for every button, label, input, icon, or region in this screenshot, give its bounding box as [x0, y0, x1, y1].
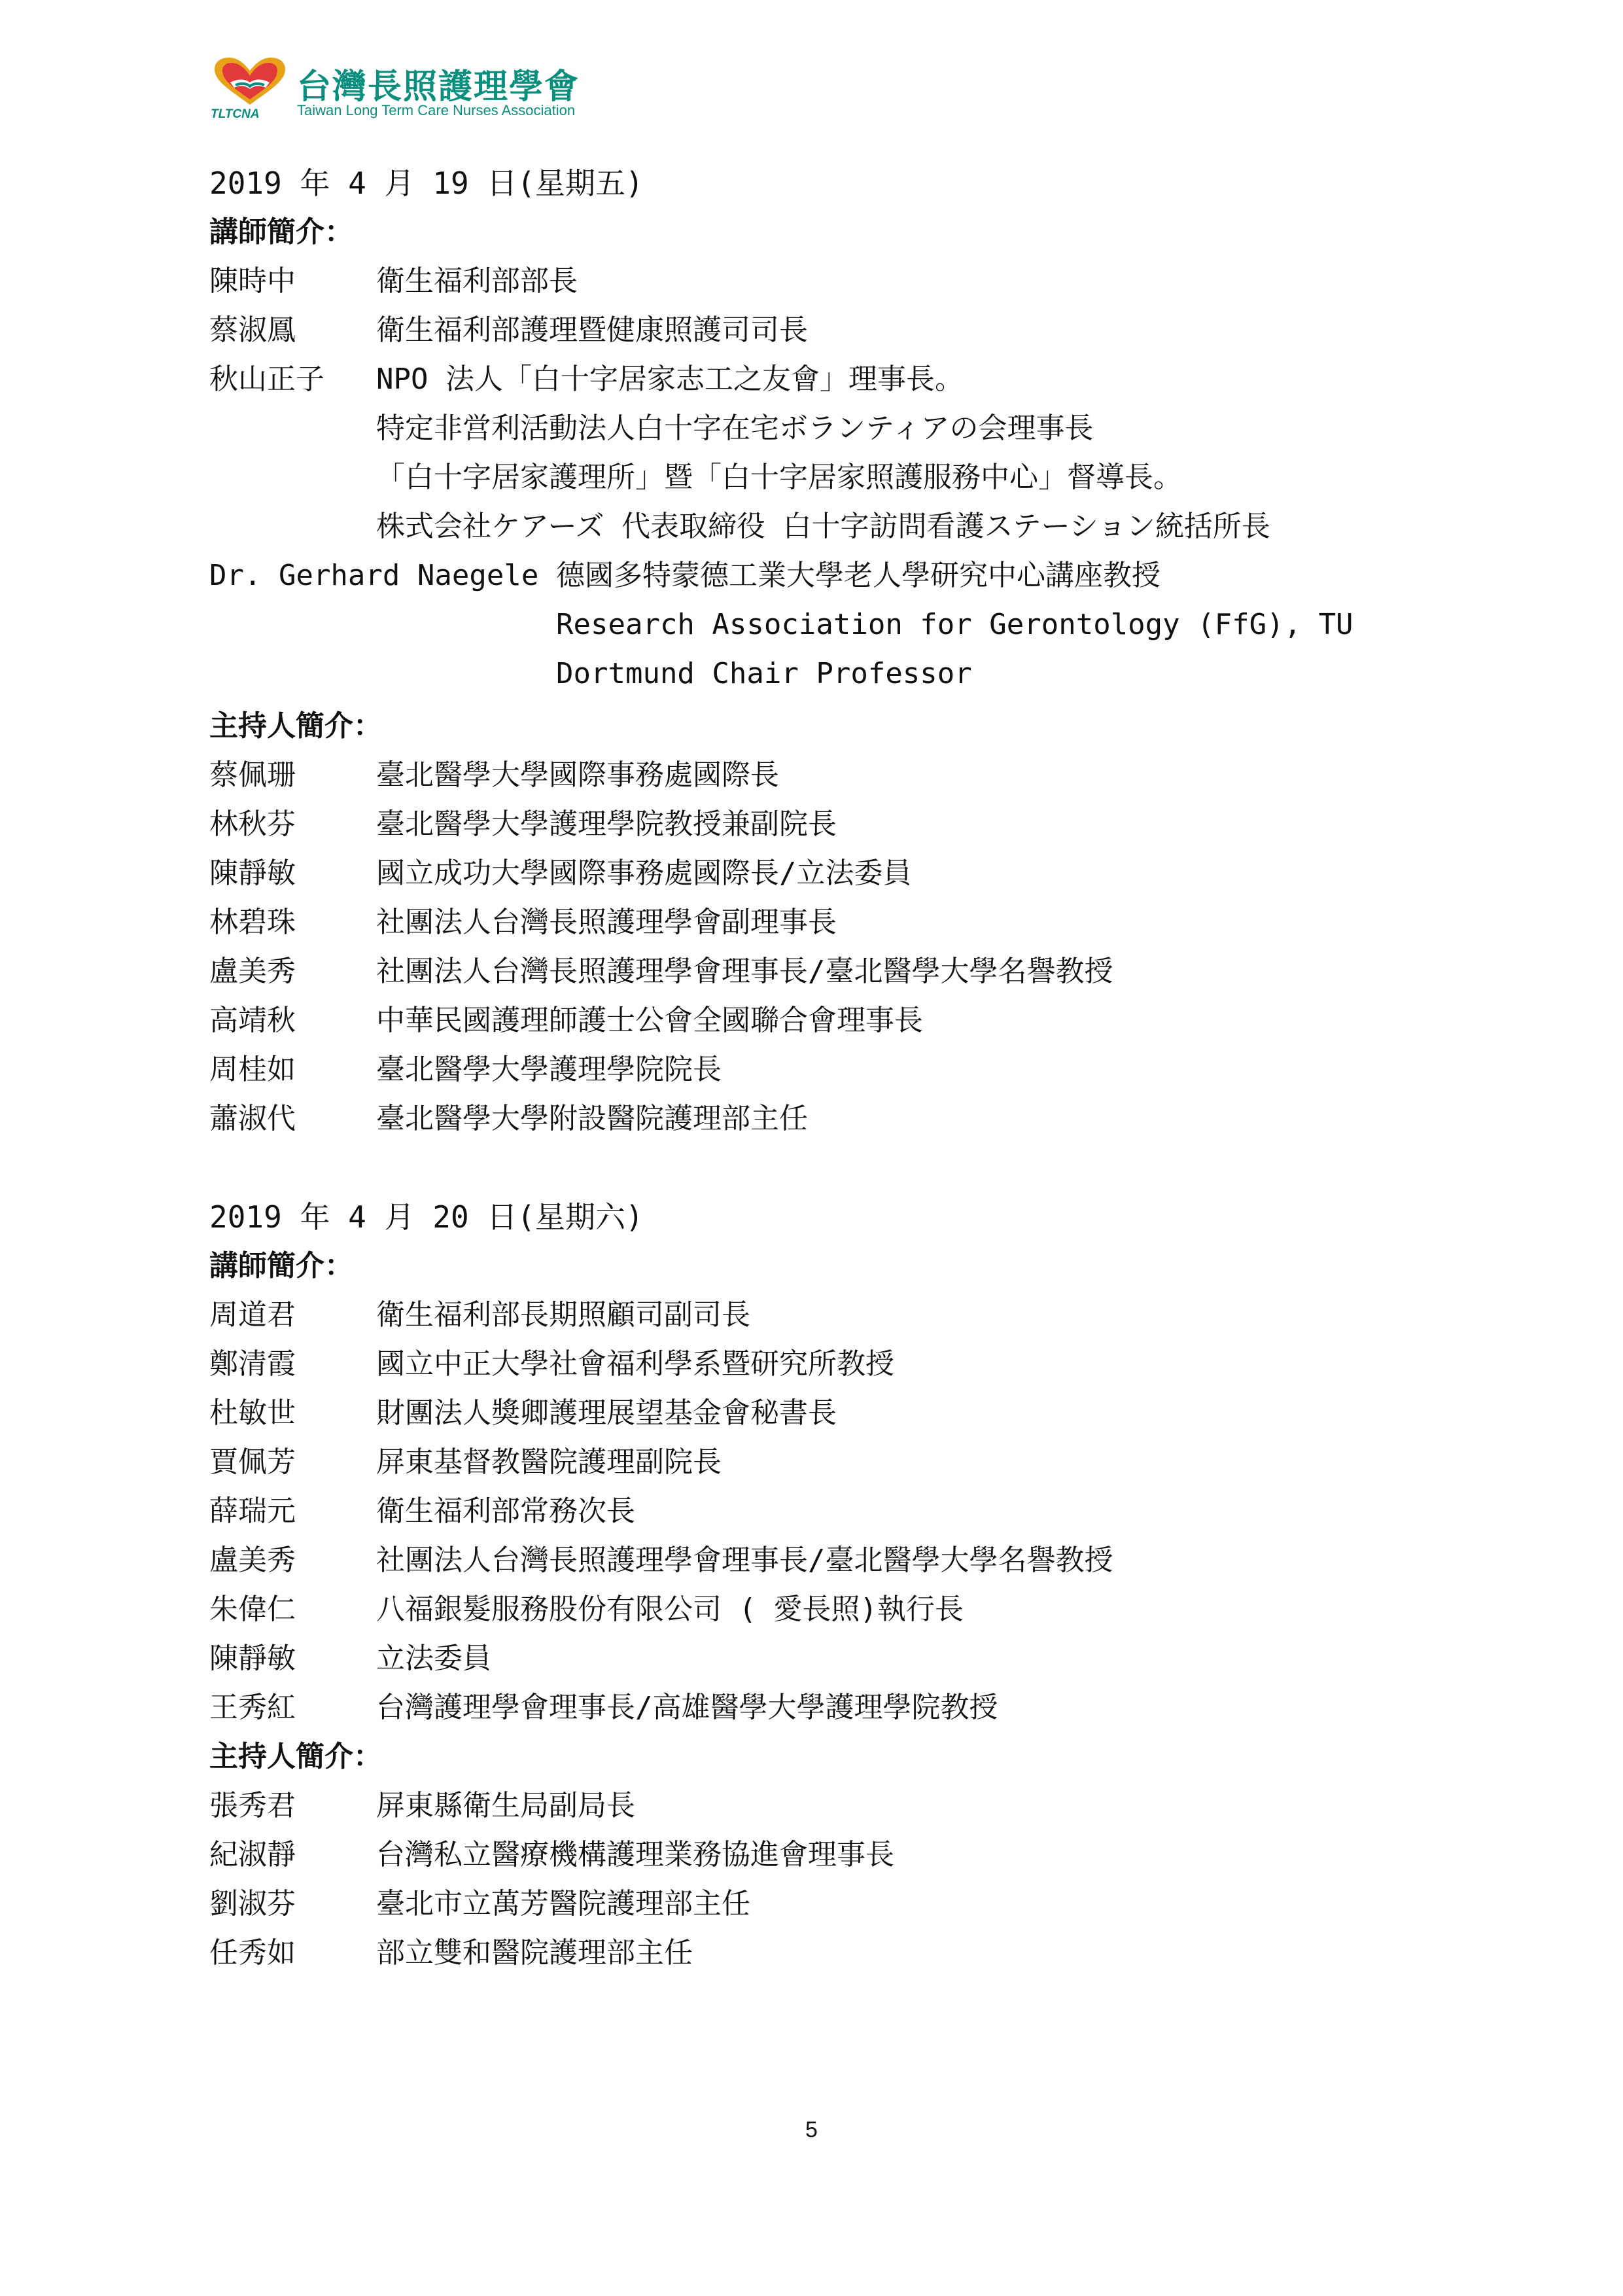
host-title: 台灣私立醫療機構護理業務協進會理事長 — [376, 1838, 894, 1871]
speaker-name: 賈佩芳 — [209, 1445, 296, 1479]
speaker-name: 王秀紅 — [209, 1691, 296, 1724]
speaker-name: 杜敏世 — [209, 1396, 296, 1430]
speaker-title: Research Association for Gerontology (FfG), TU — [556, 608, 1353, 641]
speaker-title: 國立中正大學社會福利學系暨研究所教授 — [376, 1347, 894, 1381]
host-title: 臺北醫學大學護理學院教授兼副院長 — [376, 807, 837, 841]
org-abbr: TLTCNA — [211, 107, 260, 121]
host-title: 臺北醫學大學護理學院院長 — [376, 1053, 722, 1086]
host-name: 陳靜敏 — [209, 857, 296, 890]
speaker-name: 蔡淑鳳 — [209, 313, 296, 347]
host-name: 林秋芬 — [209, 807, 296, 841]
org-name-en: Taiwan Long Term Care Nurses Association — [297, 102, 576, 118]
host-name: 高靖秋 — [209, 1004, 296, 1037]
speaker-title: 衛生福利部護理暨健康照護司司長 — [376, 313, 808, 347]
host-title: 社團法人台灣長照護理學會理事長/臺北醫學大學名譽教授 — [376, 955, 1113, 988]
speaker-title: 財團法人獎卿護理展望基金會秘書長 — [376, 1396, 837, 1430]
host-name: 劉淑芬 — [209, 1887, 296, 1920]
speaker-title: 德國多特蒙德工業大學老人學研究中心講座教授 — [556, 559, 1161, 592]
host-name: 紀淑靜 — [209, 1838, 296, 1871]
host-title: 中華民國護理師護士公會全國聯合會理事長 — [376, 1004, 923, 1037]
speaker-name: 薛瑞元 — [209, 1494, 296, 1528]
speaker-title: 衛生福利部長期照顧司副司長 — [376, 1298, 750, 1332]
speaker-name: 鄭清霞 — [209, 1347, 296, 1381]
speaker-title: 屏東基督教醫院護理副院長 — [376, 1445, 722, 1479]
host-title: 臺北市立萬芳醫院護理部主任 — [376, 1887, 750, 1920]
speaker-title: NPO 法人「白十字居家志工之友會」理事長。 — [376, 362, 964, 396]
host-title: 國立成功大學國際事務處國際長/立法委員 — [376, 857, 912, 890]
speaker-title: Dortmund Chair Professor — [556, 657, 972, 690]
speaker-name: Dr. Gerhard Naegele — [209, 559, 539, 592]
day2-speakers-heading: 講師簡介： — [209, 1249, 353, 1282]
host-name: 張秀君 — [209, 1789, 296, 1822]
speaker-name: 秋山正子 — [209, 362, 324, 396]
host-name: 任秀如 — [209, 1936, 296, 1969]
speaker-name: 周道君 — [209, 1298, 296, 1332]
host-name: 周桂如 — [209, 1053, 296, 1086]
host-title: 臺北醫學大學國際事務處國際長 — [376, 758, 779, 792]
speaker-title: 八福銀髮服務股份有限公司 ( 愛長照)執行長 — [376, 1593, 964, 1626]
day1-date: 2019 年 4 月 19 日(星期五) — [209, 166, 644, 201]
speaker-title: 衛生福利部常務次長 — [376, 1494, 635, 1528]
host-title: 屏東縣衛生局副局長 — [376, 1789, 635, 1822]
day2-hosts-heading: 主持人簡介： — [209, 1740, 382, 1773]
day1-hosts-heading: 主持人簡介： — [209, 709, 382, 743]
speaker-title: 立法委員 — [376, 1642, 491, 1675]
speaker-title: 社團法人台灣長照護理學會理事長/臺北醫學大學名譽教授 — [376, 1544, 1113, 1577]
host-title: 部立雙和醫院護理部主任 — [376, 1936, 693, 1969]
host-name: 蔡佩珊 — [209, 758, 296, 792]
speaker-name: 盧美秀 — [209, 1544, 296, 1577]
host-title: 社團法人台灣長照護理學會副理事長 — [376, 906, 837, 939]
day1-speakers-heading: 講師簡介： — [209, 215, 353, 249]
day2-date: 2019 年 4 月 20 日(星期六) — [209, 1199, 644, 1235]
host-name: 蕭淑代 — [209, 1102, 296, 1135]
speaker-name: 陳靜敏 — [209, 1642, 296, 1675]
speaker-name: 朱偉仁 — [209, 1593, 296, 1626]
speaker-name: 陳時中 — [209, 264, 296, 298]
speaker-title: 衛生福利部部長 — [376, 264, 578, 298]
speaker-title: 「白十字居家護理所」暨「白十字居家照護服務中心」督導長。 — [376, 461, 1182, 494]
speaker-title: 株式会社ケアーズ 代表取締役 白十字訪問看護ステーション統括所長 — [376, 510, 1270, 543]
speaker-title: 特定非営利活動法人白十字在宅ボランティアの会理事長 — [376, 412, 1094, 445]
host-name: 盧美秀 — [209, 955, 296, 988]
page-number: 5 — [805, 2117, 818, 2142]
host-title: 臺北醫學大學附設醫院護理部主任 — [376, 1102, 808, 1135]
org-name: 台灣長照護理學會 — [297, 67, 580, 107]
speaker-title: 台灣護理學會理事長/高雄醫學大學護理學院教授 — [376, 1691, 998, 1724]
heart-hands-icon — [211, 56, 289, 109]
host-name: 林碧珠 — [209, 906, 296, 939]
